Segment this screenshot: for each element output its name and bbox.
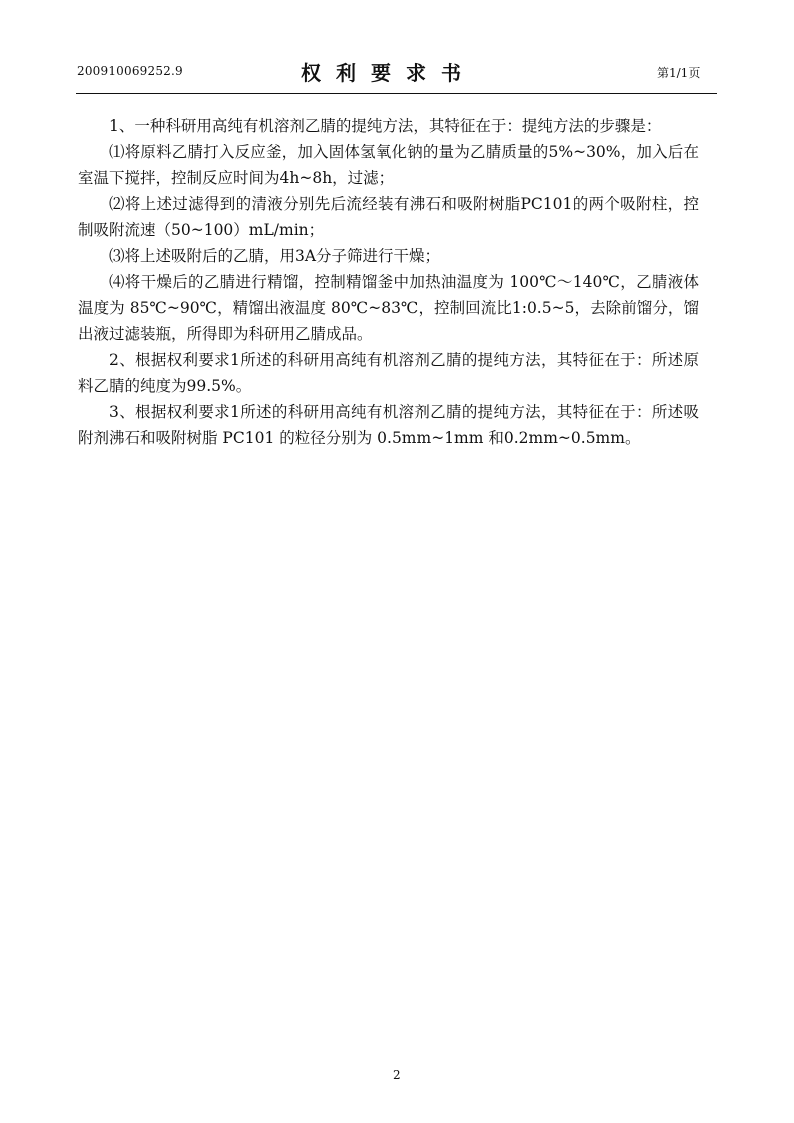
page-indicator: 第1/1页 xyxy=(657,66,701,80)
claim-1-step-1: ⑴将原料乙腈打入反应釜，加入固体氢氧化钠的量为乙腈质量的5%~30%，加入后在室温下搅拌，控制反应时间为4h~8h，过滤； xyxy=(78,143,699,187)
claims-body xyxy=(78,113,699,451)
claim-1-step-3: ⑶将上述吸附后的乙腈，用3A分子筛进行干燥； xyxy=(109,247,441,265)
claim-1: 1、一种科研用高纯有机溶剂乙腈的提纯方法，其特征在于：提纯方法的步骤是： xyxy=(109,117,662,135)
page-number: 2 xyxy=(393,1068,401,1082)
claim-1-step-2: ⑵将上述过滤得到的清液分别先后流经装有沸石和吸附树脂PC101的两个吸附柱，控制吸附流速（50~100）mL/min； xyxy=(78,195,699,239)
claim-2: 2、根据权利要求1所述的科研用高纯有机溶剂乙腈的提纯方法，其特征在于：所述原料乙腈的纯度为99.5%。 xyxy=(78,351,699,395)
document-title: 权利要求书 xyxy=(301,61,476,85)
claim-3: 3、根据权利要求1所述的科研用高纯有机溶剂乙腈的提纯方法，其特征在于：所述吸附剂沸石和吸附树脂 PC101 的粒径分别为 0.5mm~1mm 和0.2mm~0.5mm。 xyxy=(78,403,699,447)
application-number: 200910069252.9 xyxy=(77,64,183,78)
claim-1-step-4: ⑷将干燥后的乙腈进行精馏，控制精馏釜中加热油温度为 100℃～140℃，乙腈液体温度为 85℃~90℃，精馏出液温度 80℃~83℃，控制回流比1:0.5~5，去除前馏分，馏出液过滤装瓶，所得即为科研用乙腈成品。 xyxy=(78,273,699,343)
header-divider xyxy=(76,93,717,94)
